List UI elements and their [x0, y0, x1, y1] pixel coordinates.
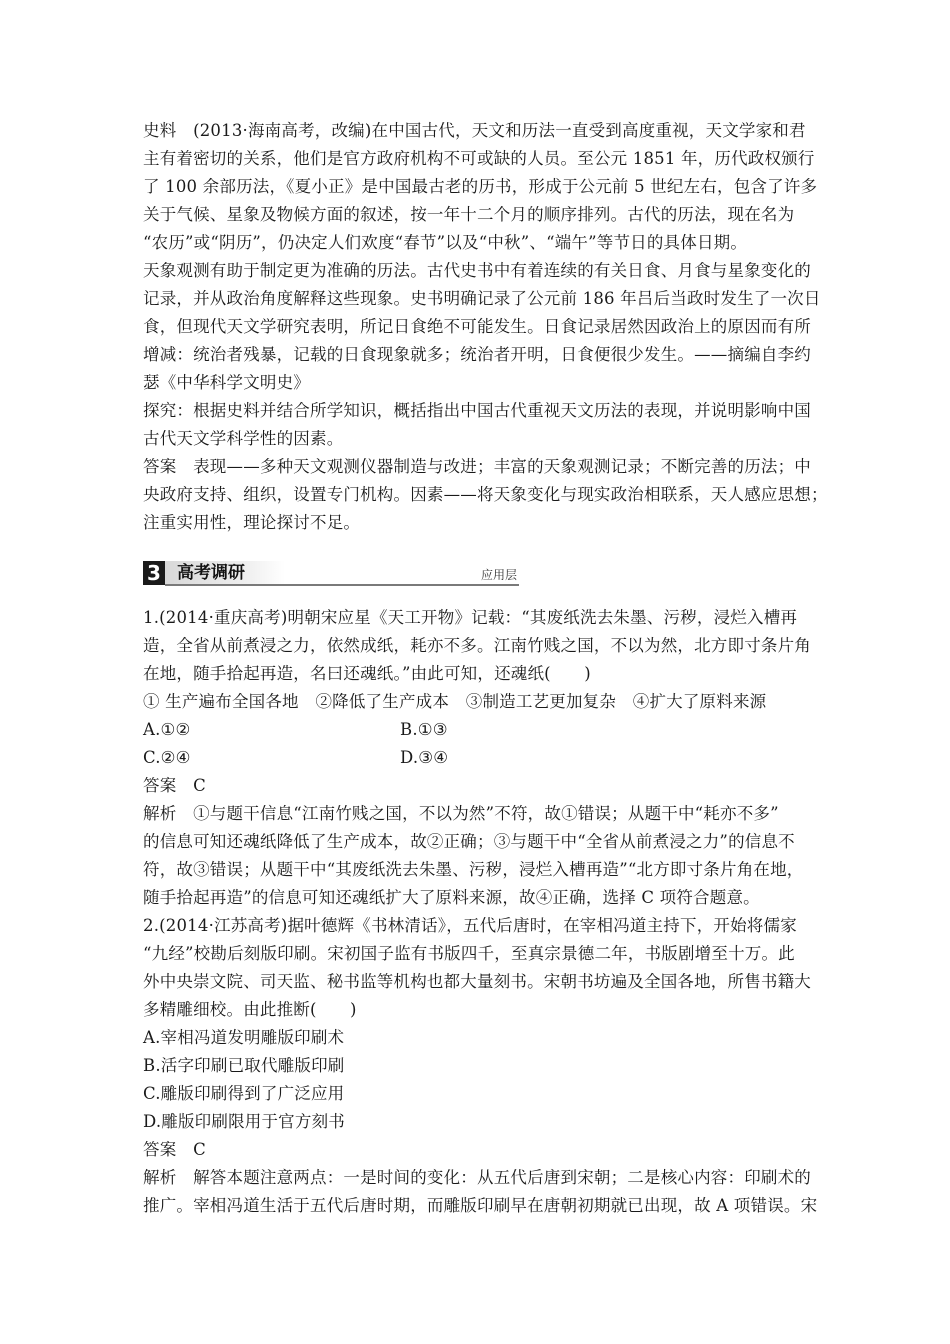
passage-line: 了 100 余部历法，《夏小正》是中国最古老的历书，形成于公元前 5 世纪左右，包含了许多	[143, 177, 818, 196]
option-d: D.雕版印刷限用于官方刻书	[143, 1112, 345, 1131]
option-c: C.②④	[143, 748, 191, 767]
question-stem-line: 2.(2014·江苏高考)据叶德辉《书林清话》，五代后唐时，在宰相冯道主持下，开始将儒家	[143, 916, 797, 935]
passage-line: “农历”或“阴历”，仍决定人们欢度“春节”以及“中秋”、“端午”等节日的具体日期。	[143, 233, 748, 252]
question-stem-line: 造，全省从前煮浸之力，依然成纸，耗亦不多。江南竹贱之国，不以为然，北方即寸条片角	[143, 636, 811, 655]
passage-line: 食，但现代天文学研究表明，所记日食绝不可能发生。日食记录居然因政治上的原因而有所	[143, 317, 811, 336]
passage-line: 天象观测有助于制定更为准确的历法。古代史书中有着连续的有关日食、月食与星象变化的	[143, 261, 811, 280]
inquiry-line: 古代天文学科学性的因素。	[143, 429, 344, 448]
passage-line: 关于气候、星象及物候方面的叙述，按一年十二个月的顺序排列。古代的历法，现在名为	[143, 205, 795, 224]
question-stem-line: “九经”校勘后刻版印刷。宋初国子监有书版四千，至真宗景德二年，书版剧增至十万。此	[143, 944, 795, 963]
section-tag: 应用层	[480, 568, 517, 582]
question-stem-line: 多精雕细校。由此推断( )	[143, 1000, 357, 1019]
option-b: B.①③	[400, 720, 448, 739]
analysis-line: 解析 ①与题干信息“江南竹贱之国，不以为然”不符，故①错误；从题干中“耗亦不多”	[143, 804, 779, 823]
section-heading	[143, 561, 519, 587]
question-stem-line: 外中央崇文院、司天监、秘书监等机构也都大量刻书。宋朝书坊遍及全国各地，所售书籍大	[143, 972, 811, 991]
analysis-line: 随手拾起再造”的信息可知还魂纸扩大了原料来源，故④正确，选择 C 项符合题意。	[143, 888, 760, 907]
question-stem-line: 1.(2014·重庆高考)明朝宋应星《天工开物》记载：“其废纸洗去朱墨、污秽，浸烂入槽再	[143, 608, 798, 627]
passage-line: 主有着密切的关系，他们是官方政府机构不可或缺的人员。至公元 1851 年，历代政权颁行	[143, 149, 815, 168]
inquiry-line: 探究：根据史料并结合所学知识，概括指出中国古代重视天文历法的表现，并说明影响中国	[143, 401, 811, 420]
answer-line: 答案 C	[143, 776, 206, 795]
section-divider	[165, 584, 519, 586]
option-c: C.雕版印刷得到了广泛应用	[143, 1084, 345, 1103]
section-title: 高考调研	[177, 563, 245, 583]
passage-line: 记录，并从政治角度解释这些现象。史书明确记录了公元前 186 年吕后当政时发生了一次日	[143, 289, 821, 308]
option-d: D.③④	[400, 748, 449, 767]
question-statements: ① 生产遍布全国各地 ②降低了生产成本 ③制造工艺更加复杂 ④扩大了原料来源	[143, 692, 767, 711]
answer-line: 答案 表现——多种天文观测仪器制造与改进；丰富的天象观测记录；不断完善的历法；中	[143, 457, 811, 476]
option-b: B.活字印刷已取代雕版印刷	[143, 1056, 345, 1075]
option-a: A.①②	[143, 720, 191, 739]
section-number: 3	[143, 561, 165, 585]
analysis-line: 解析 解答本题注意两点：一是时间的变化：从五代后唐到宋朝；二是核心内容：印刷术的	[143, 1168, 811, 1187]
analysis-line: 推广。宰相冯道生活于五代后唐时期，而雕版印刷早在唐朝初期就已出现，故 A 项错误。宋	[143, 1196, 818, 1215]
answer-line: 注重实用性，理论探讨不足。	[143, 513, 361, 532]
analysis-line: 符，故③错误；从题干中“其废纸洗去朱墨、污秽，浸烂入槽再造”“北方即寸条片角在地，	[143, 860, 804, 879]
answer-line: 央政府支持、组织，设置专门机构。因素——将天象变化与现实政治相联系，天人感应思想；	[143, 485, 828, 504]
analysis-line: 的信息可知还魂纸降低了生产成本，故②正确；③与题干中“全省从前煮浸之力”的信息不	[143, 832, 795, 851]
passage-line: 增减：统治者残暴，记载的日食现象就多；统治者开明，日食便很少发生。——摘编自李约	[143, 345, 811, 364]
question-stem-line: 在地，随手拾起再造，名曰还魂纸。”由此可知，还魂纸( )	[143, 664, 591, 683]
option-a: A.宰相冯道发明雕版印刷术	[143, 1028, 345, 1047]
passage-line: 史料 (2013·海南高考，改编)在中国古代，天文和历法一直受到高度重视，天文学家和君	[143, 121, 806, 140]
passage-line: 瑟《中华科学文明史》	[143, 373, 310, 392]
answer-line: 答案 C	[143, 1140, 206, 1159]
